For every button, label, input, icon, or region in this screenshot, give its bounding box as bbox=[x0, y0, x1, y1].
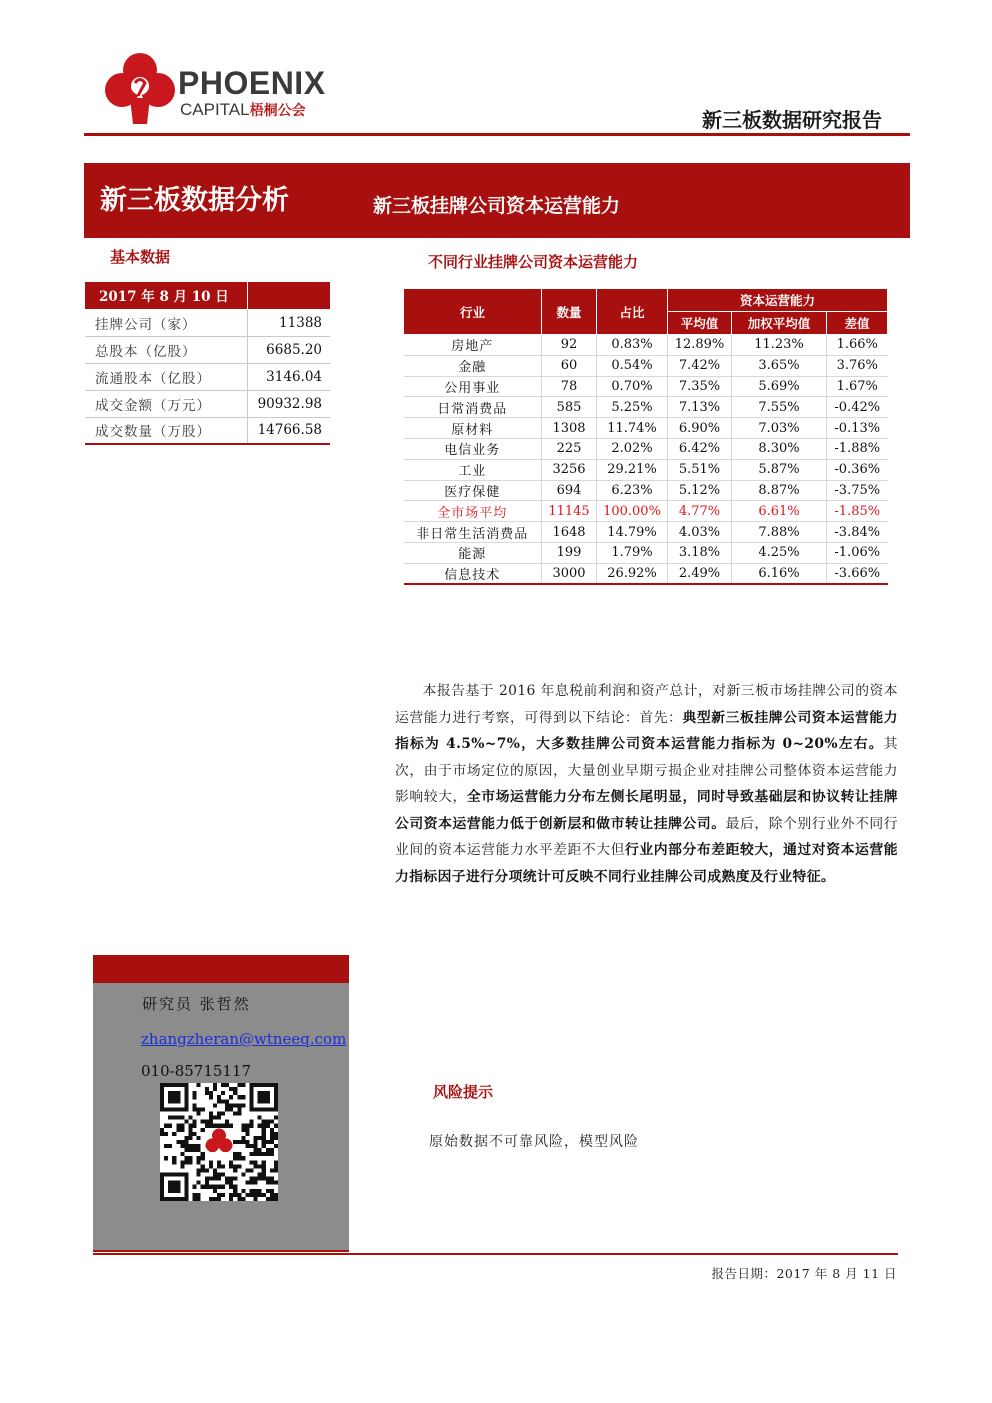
cell-average: 5.51% bbox=[668, 459, 732, 480]
cell-count: 694 bbox=[542, 480, 597, 501]
basic-data-label: 总股本（亿股） bbox=[85, 336, 247, 363]
industry-row bbox=[404, 501, 888, 522]
analyst-phone: 010-85715117 bbox=[141, 1062, 252, 1080]
banner-subtitle: 新三板挂牌公司资本运营能力 bbox=[373, 195, 621, 217]
cell-industry: 电信业务 bbox=[404, 438, 542, 459]
cell-average: 4.77% bbox=[668, 501, 732, 522]
cell-share: 100.00% bbox=[597, 501, 668, 522]
cell-weighted-average: 3.65% bbox=[732, 355, 827, 376]
cell-average: 2.49% bbox=[668, 563, 732, 584]
basic-data-label: 成交金额（万元） bbox=[85, 390, 247, 417]
industry-row bbox=[404, 438, 888, 459]
cell-average: 7.13% bbox=[668, 397, 732, 418]
cell-difference: -0.13% bbox=[827, 418, 888, 439]
header-weighted-average: 加权平均值 bbox=[732, 312, 827, 335]
cell-weighted-average: 11.23% bbox=[732, 335, 827, 356]
cell-industry: 非日常生活消费品 bbox=[404, 522, 542, 543]
cell-weighted-average: 7.55% bbox=[732, 397, 827, 418]
brand-subtitle bbox=[180, 100, 306, 121]
cell-average: 4.03% bbox=[668, 522, 732, 543]
cell-average: 6.90% bbox=[668, 418, 732, 439]
cell-industry: 金融 bbox=[404, 355, 542, 376]
industry-header-row bbox=[404, 289, 888, 312]
brand-name: PHOENIX bbox=[178, 65, 326, 101]
footer-divider bbox=[93, 1253, 898, 1255]
cell-weighted-average: 7.88% bbox=[732, 522, 827, 543]
basic-data-value: 11388 bbox=[247, 309, 330, 336]
industry-row bbox=[404, 563, 888, 584]
header-average: 平均值 bbox=[668, 312, 732, 335]
basic-table-header-row bbox=[85, 282, 330, 309]
summary-text-3: 最后，除个别行业外不同行业间的资本运营能力水平差距不大但 bbox=[395, 815, 898, 858]
cell-difference: 3.76% bbox=[827, 355, 888, 376]
cell-weighted-average: 5.87% bbox=[732, 459, 827, 480]
basic-data-row bbox=[85, 309, 330, 336]
basic-data-row bbox=[85, 417, 330, 444]
industry-row bbox=[404, 418, 888, 439]
cell-difference: 1.66% bbox=[827, 335, 888, 356]
industry-row bbox=[404, 355, 888, 376]
summary-bold-2: 全市场运营能力分布左侧长尾明显，同时导致基础层和协议转让挂牌公司资本运营能力低于创新层和做市转让挂牌公司。 bbox=[395, 789, 899, 832]
cell-count: 11145 bbox=[542, 501, 597, 522]
cell-count: 225 bbox=[542, 438, 597, 459]
report-title: 新三板数据研究报告 bbox=[702, 108, 882, 132]
cell-weighted-average: 8.30% bbox=[732, 438, 827, 459]
cell-difference: -3.75% bbox=[827, 480, 888, 501]
header-industry: 行业 bbox=[404, 289, 542, 335]
brand-sub-cn: 梧桐公会 bbox=[249, 103, 306, 119]
basic-data-label: 挂牌公司（家） bbox=[85, 309, 247, 336]
cell-count: 78 bbox=[542, 376, 597, 397]
cell-average: 3.18% bbox=[668, 542, 732, 563]
cell-count: 1308 bbox=[542, 418, 597, 439]
cell-count: 199 bbox=[542, 542, 597, 563]
cell-count: 3000 bbox=[542, 563, 597, 584]
cell-share: 29.21% bbox=[597, 459, 668, 480]
industry-row bbox=[404, 522, 888, 543]
cell-average: 12.89% bbox=[668, 335, 732, 356]
cell-count: 92 bbox=[542, 335, 597, 356]
cell-share: 1.79% bbox=[597, 542, 668, 563]
cell-industry: 信息技术 bbox=[404, 563, 542, 584]
analyst-email-link[interactable]: zhangzheran@wtneeq.com bbox=[141, 1030, 347, 1048]
cell-share: 11.74% bbox=[597, 418, 668, 439]
cell-average: 7.35% bbox=[668, 376, 732, 397]
cell-weighted-average: 7.03% bbox=[732, 418, 827, 439]
cell-difference: -1.85% bbox=[827, 501, 888, 522]
cell-weighted-average: 8.87% bbox=[732, 480, 827, 501]
cell-count: 3256 bbox=[542, 459, 597, 480]
qr-code-icon bbox=[160, 1083, 278, 1201]
basic-table-body bbox=[85, 309, 330, 444]
cell-difference: -0.36% bbox=[827, 459, 888, 480]
cell-difference: -1.88% bbox=[827, 438, 888, 459]
cell-weighted-average: 5.69% bbox=[732, 376, 827, 397]
cell-count: 60 bbox=[542, 355, 597, 376]
cell-industry: 日常消费品 bbox=[404, 397, 542, 418]
cell-share: 0.54% bbox=[597, 355, 668, 376]
industry-row bbox=[404, 335, 888, 356]
basic-data-table bbox=[85, 282, 330, 445]
cell-difference: -3.84% bbox=[827, 522, 888, 543]
risk-text: 原始数据不可靠风险，模型风险 bbox=[429, 1134, 639, 1150]
cell-difference: 1.67% bbox=[827, 376, 888, 397]
cell-count: 585 bbox=[542, 397, 597, 418]
cell-average: 7.42% bbox=[668, 355, 732, 376]
basic-table-date: 2017 年 8 月 10 日 bbox=[85, 282, 247, 309]
industry-table-body bbox=[404, 335, 888, 585]
basic-data-value: 6685.20 bbox=[247, 336, 330, 363]
industry-row bbox=[404, 397, 888, 418]
brand-sub-en: CAPITAL bbox=[180, 100, 250, 119]
cell-weighted-average: 6.61% bbox=[732, 501, 827, 522]
cell-count: 1648 bbox=[542, 522, 597, 543]
cell-share: 2.02% bbox=[597, 438, 668, 459]
header-count: 数量 bbox=[542, 289, 597, 335]
cell-average: 5.12% bbox=[668, 480, 732, 501]
cell-difference: -1.06% bbox=[827, 542, 888, 563]
header-share: 占比 bbox=[597, 289, 668, 335]
summary-text-2: 其次，由于市场定位的原因，大量创业早期亏损企业对挂牌公司整体资本运营能力影响较大， bbox=[395, 736, 898, 805]
summary-paragraph bbox=[395, 678, 898, 890]
basic-data-heading: 基本数据 bbox=[110, 248, 171, 266]
cell-share: 0.83% bbox=[597, 335, 668, 356]
cell-difference: -0.42% bbox=[827, 397, 888, 418]
header-divider bbox=[84, 133, 910, 136]
cell-industry: 公用事业 bbox=[404, 376, 542, 397]
cell-industry: 工业 bbox=[404, 459, 542, 480]
cell-industry: 医疗保健 bbox=[404, 480, 542, 501]
cell-share: 26.92% bbox=[597, 563, 668, 584]
basic-data-row bbox=[85, 363, 330, 390]
summary-text-1: 本报告基于 2016 年息税前利润和资产总计，对新三板市场挂牌公司的资本运营能力进行考察，可得到以下结论：首先： bbox=[395, 683, 898, 726]
cell-share: 5.25% bbox=[597, 397, 668, 418]
banner-title: 新三板数据分析 bbox=[100, 185, 289, 216]
basic-data-value: 90932.98 bbox=[247, 390, 330, 417]
cell-industry: 能源 bbox=[404, 542, 542, 563]
phoenix-logo-icon bbox=[105, 50, 175, 126]
header-capital-ability: 资本运营能力 bbox=[668, 289, 888, 312]
industry-row bbox=[404, 459, 888, 480]
summary-bold-3: 行业内部分布差距较大，通过对资本运营能力指标因子进行分项统计可反映不同行业挂牌公司成熟度及行业特征。 bbox=[395, 842, 898, 885]
summary-bold-1: 典型新三板挂牌公司资本运营能力指标为 4.5%~7%，大多数挂牌公司资本运营能力指标为 0~20%左右。 bbox=[395, 709, 898, 752]
basic-data-row bbox=[85, 390, 330, 417]
cell-industry: 房地产 bbox=[404, 335, 542, 356]
cell-share: 14.79% bbox=[597, 522, 668, 543]
cell-difference: -3.66% bbox=[827, 563, 888, 584]
industry-row bbox=[404, 480, 888, 501]
cell-weighted-average: 6.16% bbox=[732, 563, 827, 584]
basic-data-value: 14766.58 bbox=[247, 417, 330, 444]
cell-weighted-average: 4.25% bbox=[732, 542, 827, 563]
industry-row bbox=[404, 376, 888, 397]
cell-average: 6.42% bbox=[668, 438, 732, 459]
basic-data-label: 流通股本（亿股） bbox=[85, 363, 247, 390]
header-difference: 差值 bbox=[827, 312, 888, 335]
basic-data-row bbox=[85, 336, 330, 363]
risk-heading: 风险提示 bbox=[433, 1083, 494, 1101]
industry-table-heading: 不同行业挂牌公司资本运营能力 bbox=[428, 253, 639, 271]
basic-data-label: 成交数量（万股） bbox=[85, 417, 247, 444]
analyst-name: 研究员 张哲然 bbox=[142, 995, 251, 1013]
report-date: 报告日期：2017 年 8 月 11 日 bbox=[711, 1266, 897, 1281]
basic-table-value-header bbox=[247, 282, 330, 309]
basic-data-value: 3146.04 bbox=[247, 363, 330, 390]
cell-industry: 原材料 bbox=[404, 418, 542, 439]
cell-share: 0.70% bbox=[597, 376, 668, 397]
industry-row bbox=[404, 542, 888, 563]
industry-table bbox=[403, 288, 888, 585]
cell-share: 6.23% bbox=[597, 480, 668, 501]
cell-industry: 全市场平均 bbox=[404, 501, 542, 522]
